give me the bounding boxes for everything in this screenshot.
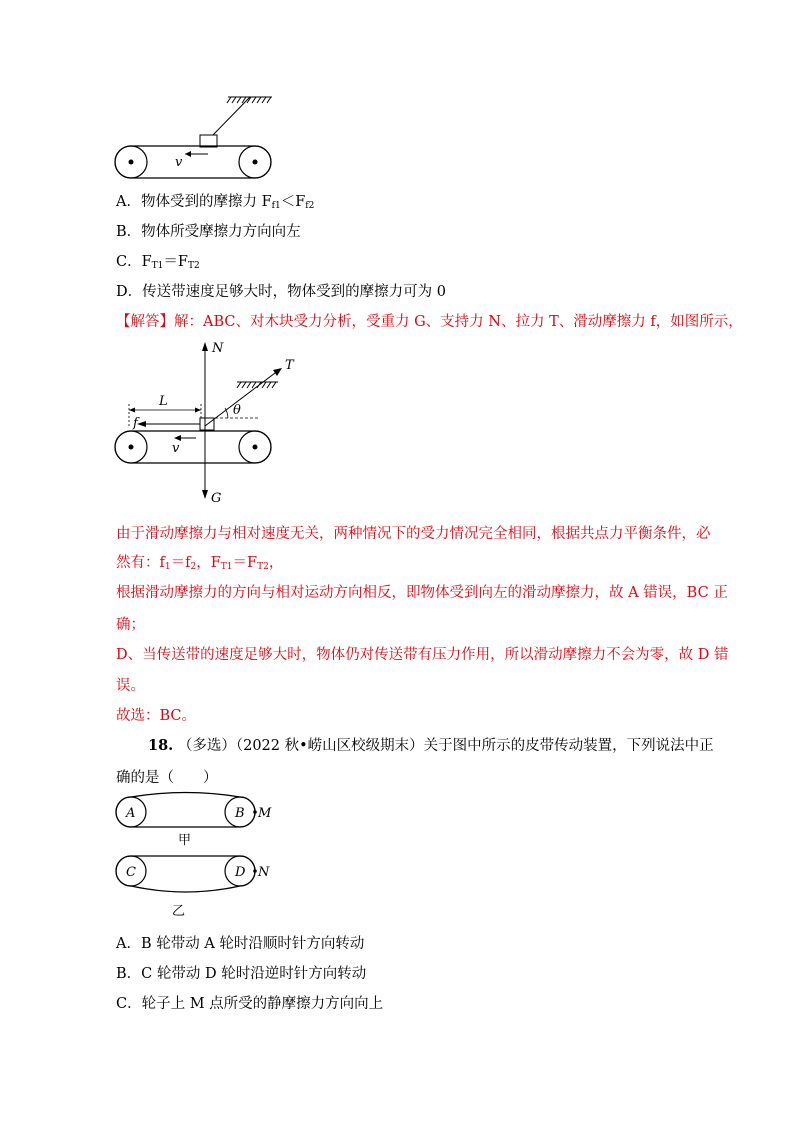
- velocity-label-2: v: [172, 441, 180, 456]
- q18-stem-line-2: 确的是（ ）: [116, 770, 218, 786]
- length-label: L: [159, 394, 168, 409]
- option-d: D．传送带速度足够大时，物体受到的摩擦力可为 0: [116, 284, 446, 300]
- point-m-label: M: [258, 806, 272, 821]
- belt-jia-top: [131, 793, 240, 798]
- answer-line-1: 由于滑动摩擦力与相对速度无关，两种情况下的受力情况完全相同，根据共点力平衡条件，必: [116, 526, 711, 542]
- wheel-d-label: D: [235, 865, 246, 880]
- q18-option-b: B．C 轮带动 D 轮时沿逆时针方向转动: [116, 966, 367, 982]
- option-c: C．$F_{T1}=F_{T2}$: [116, 254, 200, 271]
- answer-tag: 【解答】: [116, 314, 174, 330]
- option-a: A．物体受到的摩擦力 $F_{f1}<F_{f2}$: [116, 194, 315, 211]
- normal-force-label: N: [212, 341, 224, 356]
- label-yi: 乙: [172, 904, 186, 919]
- answer-line-2: 然有：$f_1=f_2$，$F_{T1}=F_{T2}$，: [116, 555, 284, 572]
- answer-intro: 【解答】解：ABC、对木块受力分析，受重力 G、支持力 N、拉力 T、滑动摩擦力 f，如图所示，: [116, 314, 743, 330]
- q18-stem-line-1: 18. （多选）（2022 秋•崂山区校级期末）关于图中所示的皮带传动装置，下列说法中正: [148, 737, 714, 754]
- label-jia: 甲: [178, 833, 192, 848]
- theta-label: θ: [233, 403, 241, 418]
- belt-yi-bottom: [131, 886, 240, 892]
- velocity-label: v: [175, 155, 183, 170]
- q18-number: 18.: [148, 737, 174, 754]
- tension-label: T: [285, 358, 294, 373]
- point-n-label: N: [258, 865, 270, 880]
- answer-line-5: D、当传送带的速度足够大时，物体仍对传送带有压力作用，所以滑动摩擦力不会为零，故 D 错: [116, 647, 729, 663]
- wheel-a-label: A: [126, 806, 136, 821]
- point-n-dot: [253, 869, 257, 873]
- q18-option-c: C．轮子上 M 点所受的静摩擦力方向向上: [116, 996, 384, 1012]
- wheel-b-label: B: [235, 806, 245, 821]
- answer-line-6: 误。: [116, 678, 145, 694]
- q18-option-a: A．B 轮带动 A 轮时沿顺时针方向转动: [116, 936, 365, 952]
- answer-line-3: 根据滑动摩擦力的方向与相对运动方向相反，即物体受到向左的滑动摩擦力，故 A 错误，BC 正: [116, 585, 728, 601]
- friction-label: f: [133, 416, 138, 431]
- gravity-label: G: [211, 491, 222, 506]
- wheel-c-label: C: [126, 865, 136, 880]
- point-m-dot: [253, 810, 257, 814]
- answer-line-4: 确；: [116, 617, 145, 633]
- answer-choice: 故选：BC。: [116, 708, 197, 724]
- option-b: B．物体所受摩擦力方向向左: [116, 224, 301, 240]
